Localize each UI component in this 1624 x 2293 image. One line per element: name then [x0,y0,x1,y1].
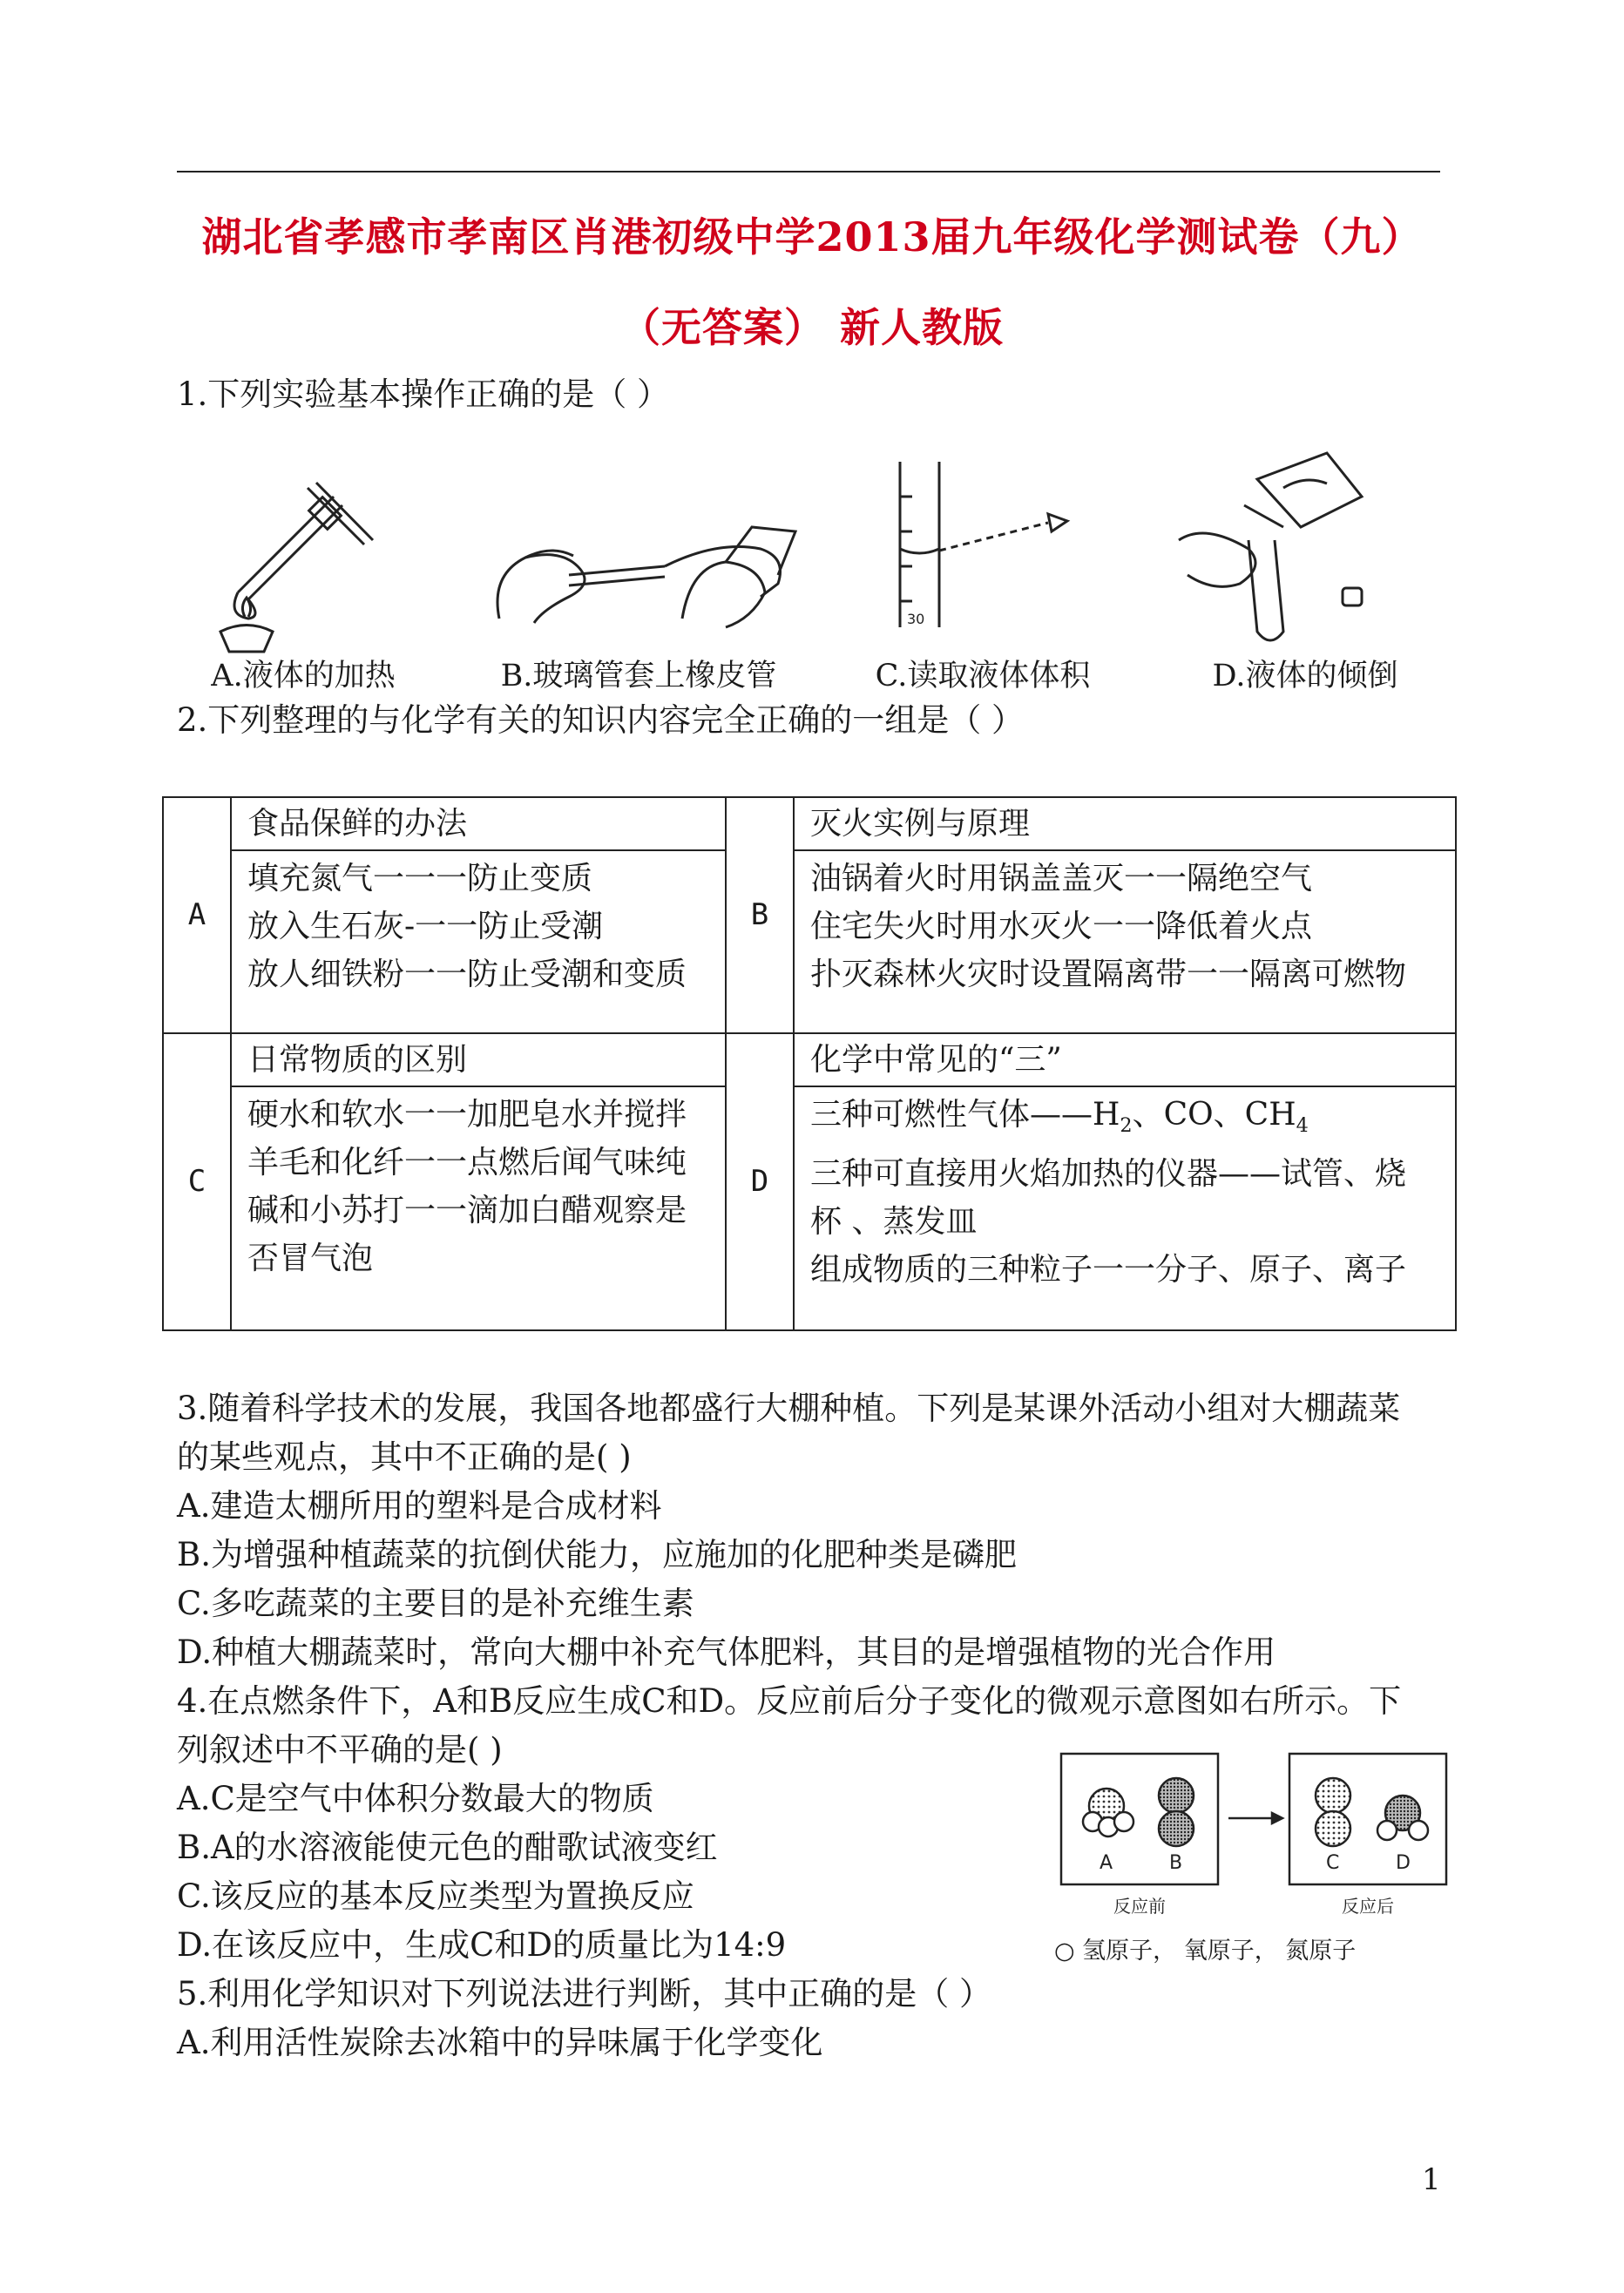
q2-c-line: 碱和小苏打一一滴加白醋观察是 [247,1193,687,1228]
glass-tube-rubber-tube-drawing [464,444,813,653]
q2-knowledge-table [162,796,1457,1331]
molecule-label-a: A [1100,1852,1113,1874]
q4-option-a: A.C是空气中体积分数最大的物质 [177,1780,654,1817]
molecule-label-c: C [1326,1852,1340,1874]
q1-figure-c [839,444,1127,697]
before-reaction-label: 反应前 [1113,1896,1166,1917]
q2-b-content [794,850,1456,1033]
q2-d-line: 三种可直接用火焰加热的仪器——试管、烧 [810,1156,1407,1193]
q3-stem-line1: 3.随着科学技术的发展，我国各地都盛行大棚种植。下列是某课外活动小组对大棚蔬菜 [177,1390,1401,1427]
q4-stem-line1: 4.在点燃条件下，A和B反应生成C和D。反应前后分子变化的微观示意图如右所示。下 [177,1682,1402,1720]
atom-legend: ○ 氢原子， 氧原子， 氮原子 [1054,1938,1357,1965]
page-number: 1 [1422,2162,1441,2197]
q4-stem-line2: 列叙述中不平确的是( ) [177,1731,503,1769]
heating-liquid-drawing [177,444,430,653]
q2-c-content [231,1086,726,1330]
q2-c-header: 日常物质的区别 [231,1033,726,1086]
q2-a-line: 放人细铁粉一一防止受潮和变质 [247,957,687,992]
q1-option-b: B.玻璃管套上橡皮管 [500,659,777,693]
q2-d-content [794,1086,1456,1330]
q2-a-content [231,850,726,1033]
q2-b-header: 灭火实例与原理 [794,797,1456,850]
q2-d-line-gases: 三种可燃性气体$——H_2$、CO、$CH_4$ [810,1097,1309,1138]
q1-option-a: A.液体的加热 [211,659,396,693]
q2-c-line: 硬水和软水一一加肥皂水并搅拌 [247,1097,687,1133]
q1-figure-d [1153,444,1458,697]
q3-option-d: D.种植大棚蔬菜时，常向大棚中补充气体肥料，其目的是增强植物的光合作用 [177,1634,1276,1671]
pouring-liquid-drawing [1153,444,1458,653]
document-title: 湖北省孝感市孝南区肖港初级中学2013届九年级化学测试卷（九） [201,213,1423,260]
molecule-reaction-drawing [1054,1747,1455,1930]
q2-b-line: 扑灭森林火灾时设置隔离带一一隔离可燃物 [810,957,1407,992]
q2-a-header: 食品保鲜的办法 [231,797,726,850]
q4-option-c: C.该反应的基本反应类型为置换反应 [177,1877,694,1915]
q1-option-c: C.读取液体体积 [875,659,1091,693]
q4-option-b: B.A的水溶液能使元色的酣歌试液变红 [177,1829,718,1866]
q1-figure-b [464,444,813,697]
q2-b-line: 住宅失火时用水灭火一一降低着火点 [810,909,1313,944]
q2-label-c: C [163,1033,231,1330]
q2-label-a: A [163,797,231,1033]
q5-option-a: A.利用活性炭除去冰箱中的异味属于化学变化 [177,2024,823,2061]
header-rule [177,171,1440,172]
q2-a-line: 填充氮气一一一防止变质 [247,861,593,896]
document-subtitle: （无答案） 新人教版 [619,304,1004,351]
molecule-label-b: B [1169,1852,1183,1874]
q1-option-d: D.液体的倾倒 [1212,659,1398,693]
q2-d-line: 组成物质的三种粒子一一分子、原子、离子 [810,1252,1407,1289]
q1-figure-a [177,444,430,697]
q2-label-b: B [726,797,794,1033]
q2-d-header: 化学中常见的“三” [794,1033,1456,1086]
q3-option-b: B.为增强种植蔬菜的抗倒伏能力，应施加的化肥种类是磷肥 [177,1536,1017,1573]
molecule-label-d: D [1396,1852,1411,1874]
q2-d-line: 杯 、蒸发皿 [810,1204,978,1241]
q3-option-c: C.多吃蔬菜的主要目的是补充维生素 [177,1585,694,1622]
q3-stem-line2: 的某些观点，其中不正确的是( ) [177,1438,632,1476]
reaction-micro-diagram [1054,1747,1455,1973]
q2-c-line: 否冒气泡 [247,1241,374,1276]
cylinder-scale-mark: 30 [907,611,925,627]
q5-stem: 5.利用化学知识对下列说法进行判断，其中正确的是（ ） [177,1975,992,2012]
q2-stem: 2.下列整理的与化学有关的知识内容完全正确的一组是（ ） [177,701,1025,739]
q2-b-line: 油锅着火时用锅盖盖灭一一隔绝空气 [810,861,1313,896]
q2-a-line: 放入生石灰-一一防止受潮 [247,909,604,944]
q2-label-d: D [726,1033,794,1330]
q1-stem: 1.下列实验基本操作正确的是（ ） [177,375,670,413]
q4-option-d: D.在该反应中，生成C和D的质量比为14:9 [177,1926,787,1964]
q1-figures [177,444,1458,697]
q2-c-line: 羊毛和化纤一一点燃后闻气味纯 [247,1145,687,1180]
after-reaction-label: 反应后 [1342,1896,1394,1917]
q3-option-a: A.建造太棚所用的塑料是合成材料 [177,1487,662,1525]
graduated-cylinder-drawing [839,444,1127,653]
